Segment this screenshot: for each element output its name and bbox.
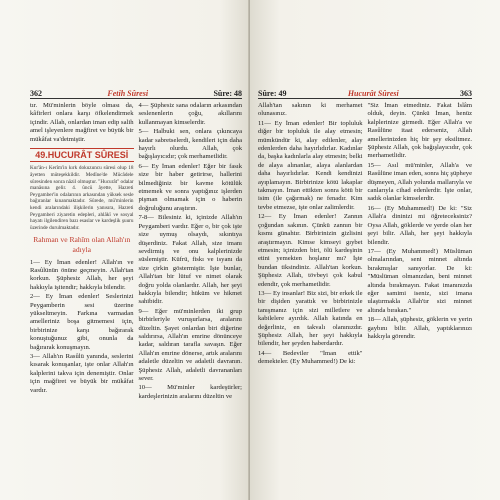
verse: 15— Asıl mü'minler, Allah'a ve Rasûlüne iman eden, sonra hiç şüpheye düşmeyen, Allah yolunda mallarıyla ve canlarıyla cihad edenlerdir. İşte onlar, sadık olanlar kimselerdir. <box>367 161 472 203</box>
verse: 9— Eğer mü'minlerden iki grup birbirleriyle vuruşurlarsa, aralarını düzeltin. Şayet onlardan biri diğerine saldırırsa, Allah'ın emrine dönünceye kadar, saldıran tarafla savaşın. Eğer Allah'ın emrine dönerse, artık aralarını adaletle düzeltin ve adaletli davranın. Şüphesiz Allah, adaletli davrananları sever. <box>138 307 242 382</box>
right-page-header <box>258 86 472 99</box>
left-page-columns <box>30 102 242 402</box>
verse: 12— Ey İman edenler! Zannın çoğundan sakının. Çünkü zannın bir kısmı günahtır. Birbirinizin gizlisini araştırmayın. Kimse kimseyi gıybet etmesin; içinizden biri, ölü kardeşinin etini yemekten hoşlanır mı? İşte bundan tiksindiniz. Allah'tan korkun. Şüphesiz Allah, tövbeyi çok kabul edendir, çok merhametlidir. <box>258 213 363 288</box>
right-column-2 <box>368 102 473 368</box>
verse: 10— Mü'minler kardeştirler; kardeşlerinizin aralarını düzeltin ve <box>138 384 242 400</box>
basmala: Rahman ve Rahîm olan Allah'ın adıyla <box>33 235 131 254</box>
left-column-1 <box>30 102 134 402</box>
verse: 13— Ey insanlar! Biz sizi, bir erkek ile bir dişiden yarattık ve birbirinizle tanışmanız için sizi milletlere ve kabilelere ayırdık. Allah katında en değerliniz, en takvalı olanınızdır. Şüphesiz Allah, her şeyi hakkıyla bilendir, her şeyden haberdardır. <box>258 289 363 348</box>
verse: 7-8— Bilesiniz ki, içinizde Allah'ın Peygamberi vardır. Eğer o, bir çok işte size uymuş olsaydı, sıkıntıya düşerdiniz. Fakat Allah, size imanı sevdirmiş ve onu kalplerinizde süslemiştir. Küfrü, fiskı ve isyanı da size çirkin göstermiştir. İşte bunlar, Allah'tan bir lütuf ve nimet olarak doğru yolda olanlardır. Allah, her şeyi hakkıyla bilendir; hüküm ve hikmet sahibidir. <box>138 214 242 306</box>
surah-name: Hucurât Sûresi <box>347 89 399 98</box>
surah-label: Sûre: 48 <box>213 89 242 98</box>
left-page-header <box>30 86 242 99</box>
surah-name: Fetih Sûresi <box>107 89 149 98</box>
verse: 3— Allah'ın Rasûlü yanında, seslerini kısarak konuşanlar, işte onlar Allah'ın kalplerini takva için denemiştir. Onlar için mağfiret ve büyük bir mükâfat vardır. <box>30 353 134 394</box>
verse: 16— (Ey Muhammed!) De ki: "Siz Allah'a dininizi mi öğreteceksiniz? Oysa Allah, göklerde ve yerde olan her şeyi bilir. Allah, her şeyi hakkıyla bilendir. <box>367 204 472 246</box>
verse: 17— (Ey Muhammed!) Müslüman olmalarından, seni minnet altında bırakmışlar sanıyorlar. De ki: "Müslüman olmanızdan, beni minnet altında bırakmayın. Fakat imanınızda eğer samimi iseniz, sizi imana ulaştırmakla Allah'tır sizi minnet altında bırakan." <box>367 247 472 314</box>
verse: 14— Bedeviler "İman ettik" demekteler. (Ey Muhammed!) De ki: <box>258 349 363 366</box>
verse: 11— Ey İman edenler! Bir topluluk diğer bir topluluk ile alay etmesin; mümkündür ki, alay edilenler, alay edenlerden daha hayırlıdırlar. Kadınlar da, başka kadınlarla alay etmesin; belki de alaya alınanlar, alaya alanlardan daha hayırlıdırlar. Kendi kendinizi ayıplamayın. Birbirinize kötü lakaplar takmayın. İman ettikten sonra kötü bir isim (ile çağırmak) ne fenadır. Kim tevbe etmezse, işte onlar zalimlerdir. <box>258 119 363 211</box>
verse: 4— Şüphesiz sana odaların arkasından seslenenlerin çoğu, akıllarını kullanmayan kimselerdir. <box>138 102 242 126</box>
verse: 1— Ey İman edenler! Allah'ın ve Rasûlünün önüne geçmeyin. Allah'tan korkun. Şüphesiz Allah, her şeyi hakkıyla işitendir; hakkıyla bilendir. <box>30 258 134 291</box>
verse: 18— Allah, şüphesiz, göklerin ve yerin gaybını bilir. Allah, yaptıklarınızı hakkıyla görendir. <box>367 316 472 340</box>
paragraph: Allah'tan sakının ki merhamet olunasınız. <box>258 102 363 118</box>
surah-intro: Kur'ân-ı Kerîm'in kırk dokuzuncu sûresi olup 18 âyetten müteşekkildir. Medîne'de Mücâdele sûresinden sonra nâzil olmuştur. "Hucurât" odalar manâsına gelir. 4. ûncü âyette, Hazreti Peygamber'in odalarının arkasından yüksek sesle bağıranlar kınanmaktadır. Sûrede, mü'minlerin kendi aralarındaki ilişkilerin yanısıra, Hazreti Peygamberi ziyaretin edepleri, ahlâkî ve sosyal hayatı ilgilendiren bazı esaslar ve kardeşlik şuuru üzerinde durulmaktadır. <box>30 165 134 231</box>
right-page <box>250 0 500 500</box>
page-number: 363 <box>460 89 472 98</box>
verse: 5— Halbuki sen, onlara çıkıncaya kadar sabretselerdi, kendileri için daha hayırlı olurdu. Allah, çok bağışlayıcıdır; çok merhametlidir. <box>138 128 242 161</box>
right-column-1 <box>258 102 363 368</box>
page-number: 362 <box>30 89 42 98</box>
right-page-columns <box>258 102 472 368</box>
paragraph: "Siz İman etmediniz. Fakat İslâm olduk, deyin. Çünkü İman, henüz kalplerinize girmedi. Eğer Allah'a ve Rasûlüne itaat ederseniz, Allah amellerinizden hiç bir şey eksiltmez. Şüphesiz Allah, çok bağışlayıcıdır, çok merhametlidir. <box>367 102 472 160</box>
verse: 2— Ey İman edenler! Seslerinizi Peygamberin sesi üzerine yükseltmeyin. Farkına varmadan amelleriniz boşa gitmemesi için, birbirinize karşı bağırarak konuştuğunuz gibi, onunla da bağırarak konuşmayın. <box>30 293 134 351</box>
paragraph: tır. Mü'minlerin böyle olması da, kâfirleri onlara karşı öfkelendirmek içindir. Allah, onlardan iman edip salih amel işleyenlere mağfiret ve büyük bir mükâfat va'detmiştir. <box>30 102 134 143</box>
left-column-2 <box>139 102 243 402</box>
verse: 6— Ey İman edenler! Eğer bir fasık size bir haber getirirse, hallerini bilmediğiniz bir kavme kötülük etmemek ve sonra yaptığınız işlerden pişman olmamak için o haberin doğruluğunu araştırın. <box>138 162 242 212</box>
surah-label: Sûre: 49 <box>258 89 287 98</box>
surah-title: 49.HUCURÂT SÛRESİ <box>30 148 134 162</box>
